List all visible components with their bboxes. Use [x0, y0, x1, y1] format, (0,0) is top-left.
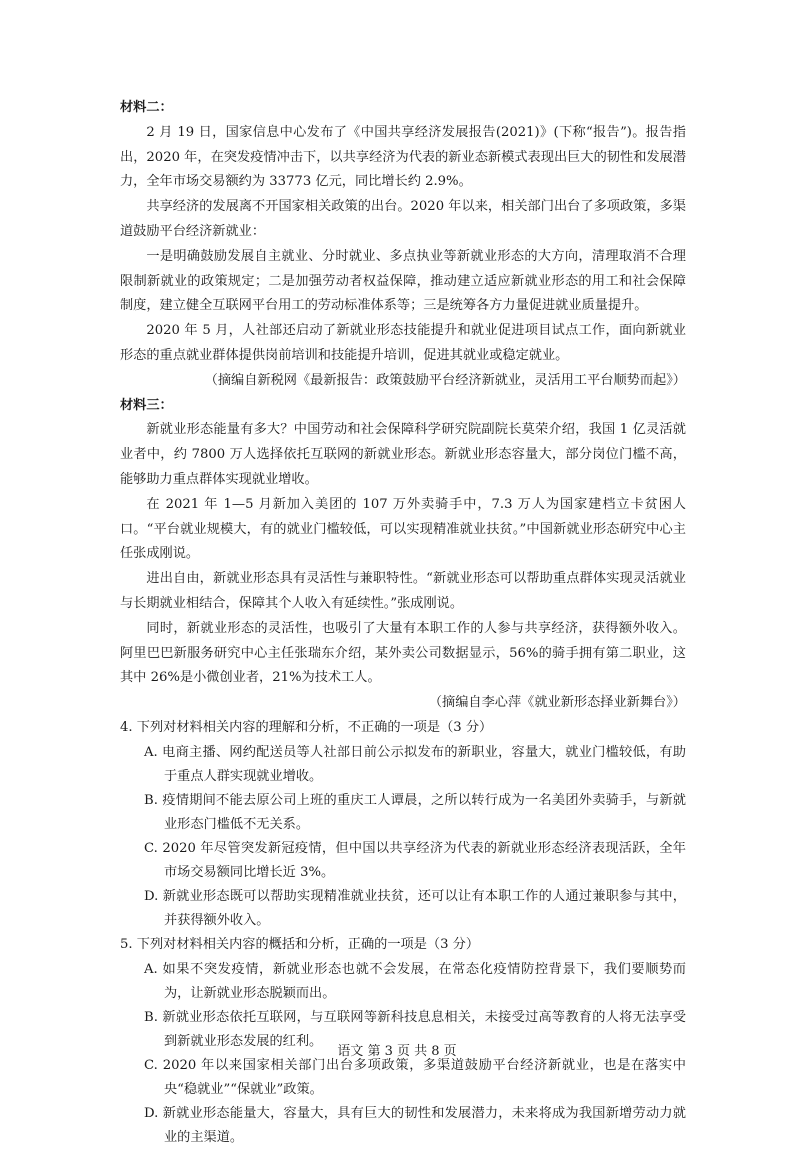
material-3-paragraph: 在 2021 年 1—5 月新加入美团的 107 万外卖骑手中，7.3 万人为国家建档立卡贫困人口。“平台就业规模大，有的就业门槛较低，可以实现精准就业扶贫。”中国新就业形态研究中心主任张成刚说。	[120, 496, 686, 562]
material-2-paragraph: 一是明确鼓励发展自主就业、分时就业、多点执业等新就业形态的大方向，清理取消不合理限制新就业的政策规定；二是加强劳动者权益保障，推动建立适应新就业形态的用工和社会保障制度，建立健全互联网平台用工的劳动标准体系等；三是统筹各方力量促进就业质量提升。	[120, 248, 686, 314]
material-3-heading: 材料三：	[120, 397, 173, 413]
material-3-paragraph: 同时，新就业形态的灵活性，也吸引了大量有本职工作的人参与共享经济，获得额外收入。阿里巴巴新服务研究中心主任张瑞东介绍，某外卖公司数据显示，56%的骑手拥有第二职业，这其中 26%是小微创业者，21%为技术工人。	[120, 620, 686, 686]
question-5-option-b: B. 新就业形态依托互联网，与互联网等新科技息息相关，未接受过高等教育的人将无法享受到新就业形态发展的红利。	[144, 1009, 686, 1049]
material-2-paragraph: 共享经济的发展离不开国家相关政策的出台。2020 年以来，相关部门出台了多项政策，多渠道鼓励平台经济新就业：	[120, 199, 686, 239]
question-5-option-a: A. 如果不突发疫情，新就业形态也就不会发展，在常态化疫情防控背景下，我们要顺势而为，让新就业形态脱颖而出。	[144, 961, 686, 1001]
question-5-stem: 5. 下列对材料相关内容的概括和分析，正确的一项是（3 分）	[120, 936, 480, 952]
exam-page-content	[120, 96, 686, 1150]
material-2-heading: 材料二：	[120, 100, 173, 115]
question-4-option-c: C. 2020 年尽管突发新冠疫情，但中国以共享经济为代表的新就业形态经济表现活跃，全年市场交易额同比增长近 3%。	[144, 840, 686, 880]
material-2-source: （摘编自新税网《最新报告：政策鼓励平台经济新就业，灵活用工平台顺势而起》）	[204, 372, 686, 388]
material-3-paragraph: 新就业形态能量有多大？中国劳动和社会保障科学研究院副院长莫荣介绍，我国 1 亿灵活就业者中，约 7800 万人选择依托互联网的新就业形态。新就业形态容量大，部分岗位门槛不高，能够助力重点群体实现就业增收。	[120, 422, 686, 487]
material-3-source: （摘编自李心萍《就业新形态择业新舞台》）	[428, 695, 686, 711]
material-2-paragraph: 2020 年 5 月，人社部还启动了新就业形态技能提升和就业促进项目试点工作，面向新就业形态的重点就业群体提供岗前培训和技能提升培训，促进其就业或稳定就业。	[120, 323, 686, 363]
material-3-paragraph: 进出自由，新就业形态具有灵活性与兼职特性。“新就业形态可以帮助重点群体实现灵活就业与长期就业相结合，保障其个人收入有延续性。”张成刚说。	[120, 571, 686, 611]
question-5-option-c: C. 2020 年以来国家相关部门出台多项政策，多渠道鼓励平台经济新就业，也是在落实中央“稳就业”“保就业”政策。	[144, 1057, 686, 1097]
question-5-option-d: D. 新就业形态能量大，容量大，具有巨大的韧性和发展潜力，未来将成为我国新增劳动力就业的主渠道。	[144, 1105, 686, 1145]
question-4-stem: 4. 下列对材料相关内容的理解和分析，不正确的一项是（3 分）	[120, 719, 493, 735]
question-4-option-d: D. 新就业形态既可以帮助实现精准就业扶贫，还可以让有本职工作的人通过兼职参与其中，并获得额外收入。	[144, 888, 686, 928]
question-4-option-a: A. 电商主播、网约配送员等人社部日前公示拟发布的新职业，容量大，就业门槛较低，有助于重点人群实现就业增收。	[144, 744, 686, 784]
material-2-paragraph: 2 月 19 日，国家信息中心发布了《中国共享经济发展报告(2021)》(下称“报告”)。报告指出，2020 年，在突发疫情冲击下，以共享经济为代表的新业态新模式表现出巨大的韧性和发展潜力，全年市场交易额约为 33773 亿元，同比增长约 2.9%。	[120, 124, 686, 190]
page-footer: 语文 第 3 页 共 8 页	[337, 1044, 457, 1059]
question-4-option-b: B. 疫情期间不能去原公司上班的重庆工人谭晨，之所以转行成为一名美团外卖骑手，与新就业形态门槛低不无关系。	[144, 792, 686, 832]
